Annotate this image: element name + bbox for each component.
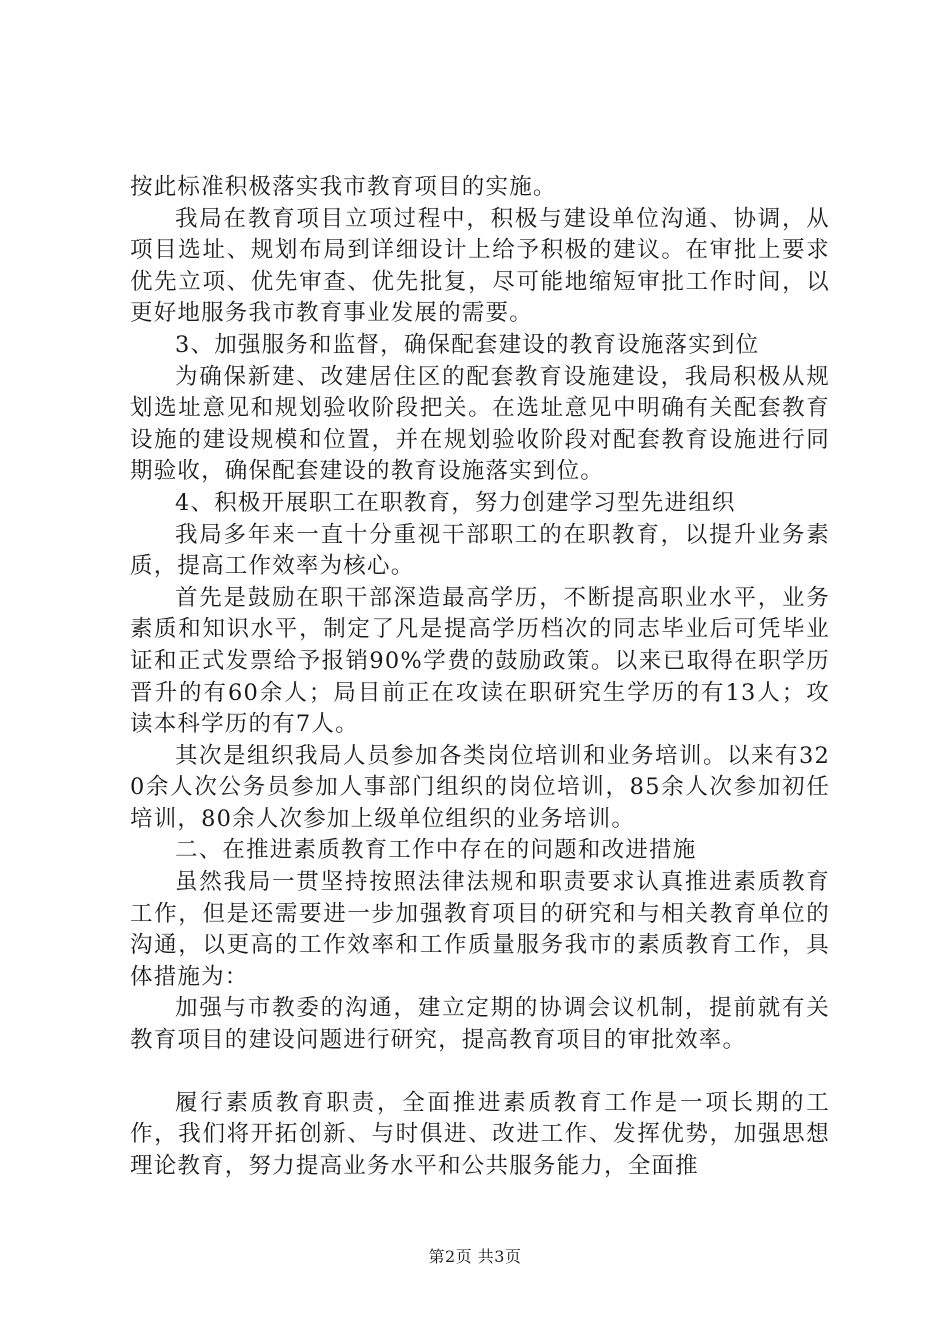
section-heading-problems: 二、在推进素质教育工作中存在的问题和改进措施	[175, 837, 697, 864]
paragraph-conclusion: 履行素质教育职责，全面推进素质教育工作是一项长期的工作，我们将开拓创新、与时俱进、改进工作、发挥优势，加强思想理论教育，努力提高业务水平和公共服务能力，全面推	[130, 1089, 830, 1179]
paragraph-degree-encouragement: 首先是鼓励在职干部深造最高学历，不断提高职业水平，业务素质和知识水平，制定了凡是提高学历档次的同志毕业后可凭毕业证和正式发票给予报销90%学费的鼓励政策。以来已取得在职学历晋升的有60余人；局目前正在攻读在职研究生学历的有13人；攻读本科学历的有7人。	[130, 584, 830, 738]
paragraph-spacer	[130, 1057, 830, 1088]
page-footer: 第2页 共3页	[428, 1247, 522, 1266]
paragraph-measures: 加强与市教委的沟通，建立定期的协调会议机制，提前就有关教育项目的建设问题进行研究，提高教育项目的审批效率。	[130, 995, 830, 1054]
document-body	[130, 172, 830, 1182]
paragraph-training: 其次是组织我局人员参加各类岗位培训和业务培训。以来有320余人次公务员参加人事部门组织的岗位培训，85余人次参加初任培训，80余人次参加上级单位组织的业务培训。	[130, 742, 830, 832]
paragraph-project-approval: 我局在教育项目立项过程中，积极与建设单位沟通、协调，从项目选址、规划布局到详细设计上给予积极的建议。在审批上要求优先立项、优先审查、优先批复，尽可能地缩短审批工作时间，以更好地服务我市教育事业发展的需要。	[130, 205, 830, 327]
paragraph-improvement: 虽然我局一贯坚持按照法律法规和职责要求认真推进素质教育工作，但是还需要进一步加强教育项目的研究和与相关教育单位的沟通，以更高的工作效率和工作质量服务我市的素质教育工作，具体措施为：	[130, 869, 830, 990]
paragraph-staff-education: 我局多年来一直十分重视干部职工的在职教育，以提升业务素质，提高工作效率为核心。	[130, 521, 830, 580]
section-heading-3: 3、加强服务和监督，确保配套建设的教育设施落实到位	[175, 331, 760, 358]
paragraph-continuation: 按此标准积极落实我市教育项目的实施。	[130, 174, 557, 200]
paragraph-supporting-facilities: 为确保新建、改建居住区的配套教育设施建设，我局积极从规划选址意见和规划验收阶段把关。在选址意见中明确有关配套教育设施的建设规模和位置，并在规划验收阶段对配套教育设施进行同期验收，确保配套建设的教育设施落实到位。	[130, 363, 830, 485]
section-heading-4: 4、积极开展职工在职教育，努力创建学习型先进组织	[175, 489, 736, 516]
